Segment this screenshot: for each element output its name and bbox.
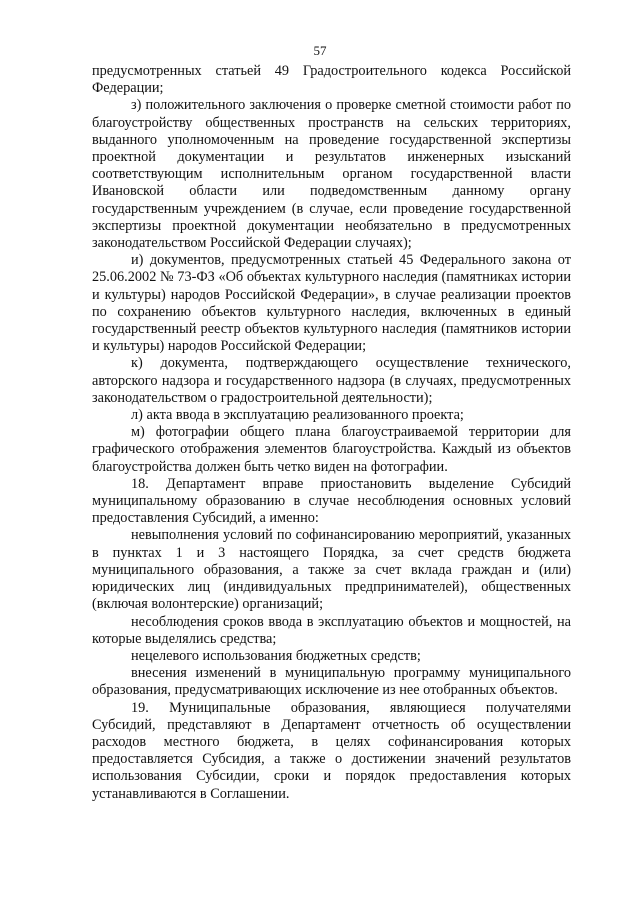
paragraph: к) документа, подтверждающего осуществление технического, авторского надзора и государственного надзора (в случаях, предусмотренных законодательством о градостроительной деятельности); [92, 355, 571, 406]
paragraph: внесения изменений в муниципальную программу муниципального образования, предусматривающих исключение из нее отобранных объектов. [92, 665, 571, 699]
paragraph: несоблюдения сроков ввода в эксплуатацию объектов и мощностей, на которые выделялись средства; [92, 613, 571, 647]
paragraph: з) положительного заключения о проверке сметной стоимости работ по благоустройству общественных пространств на сельских территориях, выданного уполномоченным на проведение государственной экспертизы проектной документации и результатов инженерных изысканий соответствующим исполнительным органом государственной власти Ивановской области или подведомственным данному органу государственным учреждением (в случае, если проведение государственной экспертизы проектной документации необязательно в предусмотренных законодательством Российской Федерации случаях); [92, 97, 571, 252]
paragraph: л) акта ввода в эксплуатацию реализованного проекта; [131, 407, 464, 424]
paragraph: нецелевого использования бюджетных средств; [131, 647, 421, 664]
paragraph: невыполнения условий по софинансированию мероприятий, указанных в пунктах 1 и 3 настоящего Порядка, за счет средств бюджета муниципального образования, а также за счет вклада граждан и (или) юридических лиц (индивидуальных предпринимателей), общественных (включая волонтерские) организаций; [92, 527, 571, 613]
paragraph: предусмотренных статьей 49 Градостроительного кодекса Российской Федерации; [92, 63, 571, 97]
page-number: 57 [313, 43, 327, 58]
document-body [92, 63, 571, 803]
paragraph: и) документов, предусмотренных статьей 45 Федерального закона от 25.06.2002 № 73-ФЗ «Об объектах культурного наследия (памятниках истории и культуры) народов Российской Федерации», в случае реализации проектов по сохранению объектов культурного наследия, включенных в единый государственный реестр объектов культурного наследия (памятников истории и культуры) народов Российской Федерации; [92, 252, 571, 355]
paragraph: 18. Департамент вправе приостановить выделение Субсидий муниципальному образованию в случае несоблюдения основных условий предоставления Субсидий, а именно: [92, 475, 571, 527]
paragraph: м) фотографии общего плана благоустраиваемой территории для графического отображения элементов благоустройства. Каждый из объектов благоустройства должен быть четко виден на фотографии. [92, 424, 571, 475]
paragraph: 19. Муниципальные образования, являющиеся получателями Субсидий, представляют в Департамент отчетность об осуществлении расходов местного бюджета, в целях софинансирования которых предоставляется Субсидия, а также о достижении значений результатов использования Субсидии, сроки и порядок предоставления которых устанавливаются в Соглашении. [92, 699, 571, 802]
